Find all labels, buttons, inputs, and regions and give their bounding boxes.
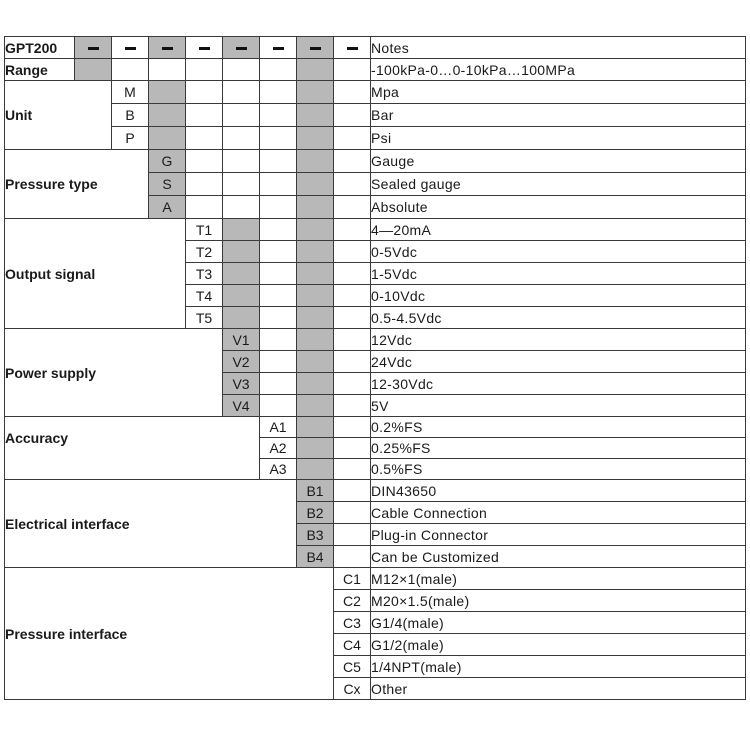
dash-separator xyxy=(186,37,223,59)
electrical-interface-label: Electrical interface xyxy=(5,480,297,568)
unit-note: Mpa xyxy=(371,81,746,104)
electrical-interface-code: B3 xyxy=(297,524,334,546)
pressure-interface-note: G1/4(male) xyxy=(371,612,746,634)
dash-separator xyxy=(297,37,334,59)
pressure-type-note: Absolute xyxy=(371,196,746,219)
pressure-interface-note: M12×1(male) xyxy=(371,568,746,590)
power-supply-note: 12-30Vdc xyxy=(371,373,746,395)
electrical-interface-note: Plug-in Connector xyxy=(371,524,746,546)
pressure-interface-note: M20×1.5(male) xyxy=(371,590,746,612)
table-row xyxy=(5,150,746,173)
pressure-interface-note: Other xyxy=(371,678,746,700)
output-signal-note: 0-10Vdc xyxy=(371,285,746,307)
power-supply-code: V3 xyxy=(223,373,260,395)
electrical-interface-note: Can be Customized xyxy=(371,546,746,568)
table-row xyxy=(5,417,746,438)
accuracy-note: 0.25%FS xyxy=(371,438,746,459)
pressure-interface-note: 1/4NPT(male) xyxy=(371,656,746,678)
table-row xyxy=(5,127,746,150)
electrical-interface-note: Cable Connection xyxy=(371,502,746,524)
notes-header: Notes xyxy=(371,37,746,59)
output-signal-note: 4—20mA xyxy=(371,219,746,241)
dash-separator xyxy=(149,37,186,59)
electrical-interface-code: B2 xyxy=(297,502,334,524)
accuracy-note: 0.2%FS xyxy=(371,417,746,438)
pressure-interface-code: C1 xyxy=(334,568,371,590)
accuracy-label: Accuracy xyxy=(5,417,260,480)
table-row xyxy=(5,480,746,502)
power-supply-code: V4 xyxy=(223,395,260,417)
unit-note: Bar xyxy=(371,104,746,127)
output-signal-note: 1-5Vdc xyxy=(371,263,746,285)
electrical-interface-code: B4 xyxy=(297,546,334,568)
model-code: GPT200 xyxy=(5,37,75,59)
electrical-interface-code: B1 xyxy=(297,480,334,502)
unit-code: P xyxy=(112,127,149,150)
output-signal-code: T3 xyxy=(186,263,223,285)
pressure-interface-code: C4 xyxy=(334,634,371,656)
table-row xyxy=(5,219,746,241)
pressure-interface-code: C5 xyxy=(334,656,371,678)
dash-separator xyxy=(112,37,149,59)
unit-code: B xyxy=(112,104,149,127)
table-row xyxy=(5,329,746,351)
pressure-interface-code: C2 xyxy=(334,590,371,612)
unit-label: Unit xyxy=(5,81,112,150)
range-row xyxy=(5,59,746,81)
power-supply-note: 24Vdc xyxy=(371,351,746,373)
power-supply-note: 5V xyxy=(371,395,746,417)
pressure-type-code: A xyxy=(149,196,186,219)
power-supply-note: 12Vdc xyxy=(371,329,746,351)
range-note: -100kPa-0…0-10kPa…100MPa xyxy=(371,59,746,81)
header-row xyxy=(5,37,746,59)
unit-code: M xyxy=(112,81,149,104)
electrical-interface-note: DIN43650 xyxy=(371,480,746,502)
pressure-type-code: S xyxy=(149,173,186,196)
pressure-interface-code: C3 xyxy=(334,612,371,634)
pressure-interface-code: Cx xyxy=(334,678,371,700)
pressure-type-label: Pressure type xyxy=(5,150,149,219)
model-selection-table xyxy=(4,36,746,700)
pressure-type-code: G xyxy=(149,150,186,173)
output-signal-label: Output signal xyxy=(5,219,186,329)
output-signal-code: T2 xyxy=(186,241,223,263)
power-supply-code: V1 xyxy=(223,329,260,351)
dash-separator xyxy=(334,37,371,59)
dash-separator xyxy=(260,37,297,59)
output-signal-note: 0.5-4.5Vdc xyxy=(371,307,746,329)
accuracy-note: 0.5%FS xyxy=(371,459,746,480)
output-signal-code: T1 xyxy=(186,219,223,241)
pressure-type-note: Sealed gauge xyxy=(371,173,746,196)
accuracy-code: A3 xyxy=(260,459,297,480)
accuracy-code: A1 xyxy=(260,417,297,438)
pressure-type-note: Gauge xyxy=(371,150,746,173)
power-supply-label: Power supply xyxy=(5,329,223,417)
power-supply-code: V2 xyxy=(223,351,260,373)
unit-note: Psi xyxy=(371,127,746,150)
output-signal-code: T5 xyxy=(186,307,223,329)
table-row xyxy=(5,81,746,104)
accuracy-code: A2 xyxy=(260,438,297,459)
table-row xyxy=(5,104,746,127)
pressure-interface-note: G1/2(male) xyxy=(371,634,746,656)
table-row xyxy=(5,568,746,590)
dash-separator xyxy=(75,37,112,59)
output-signal-code: T4 xyxy=(186,285,223,307)
dash-separator xyxy=(223,37,260,59)
output-signal-note: 0-5Vdc xyxy=(371,241,746,263)
pressure-interface-label: Pressure interface xyxy=(5,568,334,700)
range-label: Range xyxy=(5,59,75,81)
